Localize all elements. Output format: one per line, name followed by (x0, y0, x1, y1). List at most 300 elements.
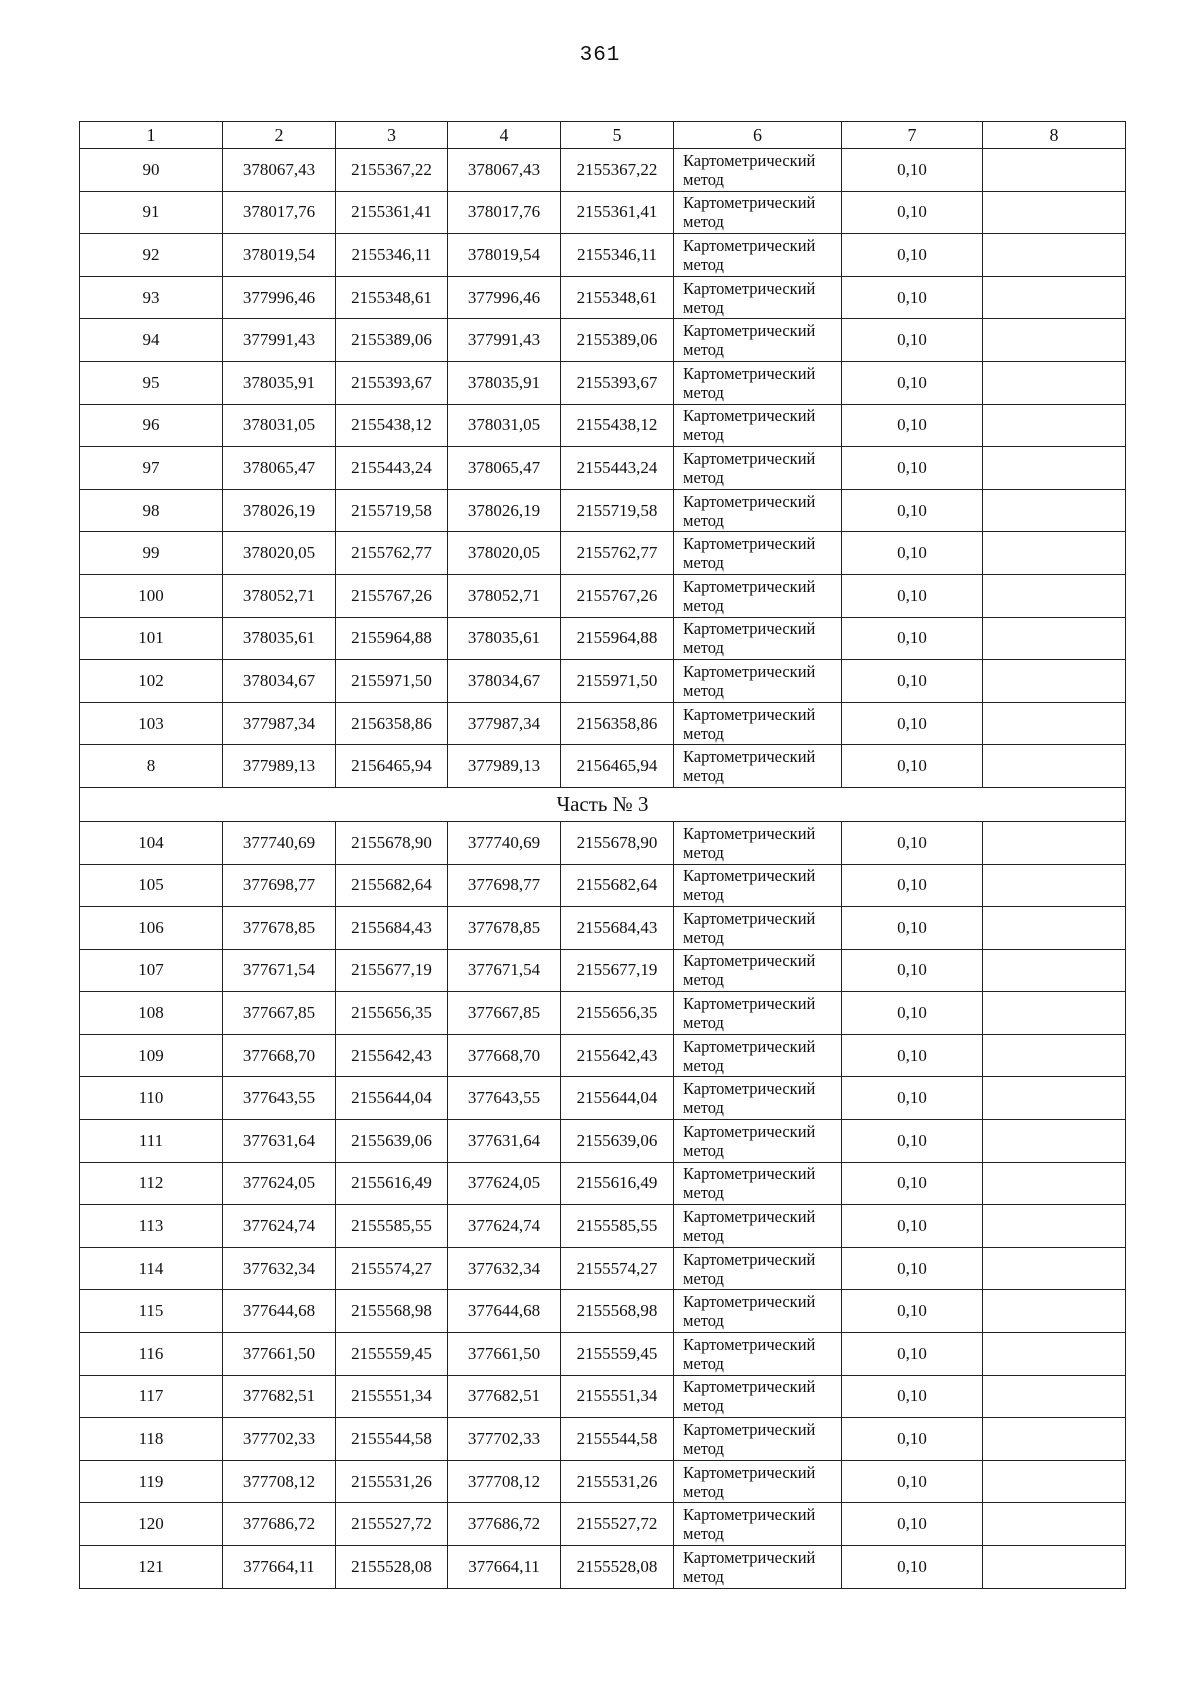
table-row (80, 1333, 1126, 1376)
method-cell (674, 1460, 842, 1503)
column-8-cell (983, 319, 1126, 362)
method-line-1: Картометрический (683, 1505, 816, 1525)
x-new-cell: 377686,72 (448, 1503, 561, 1546)
method-line-1: Картометрический (683, 1036, 816, 1056)
x-old-cell: 378031,05 (223, 404, 336, 447)
y-old-cell: 2155443,24 (336, 447, 448, 490)
method-line-2: метод (683, 1396, 724, 1416)
method-cell (674, 949, 842, 992)
method-line-2: метод (683, 510, 724, 530)
table-row (80, 617, 1126, 660)
accuracy-cell: 0,10 (842, 574, 983, 617)
y-old-cell: 2155639,06 (336, 1120, 448, 1163)
method-line-1: Картометрический (683, 448, 816, 468)
column-8-cell (983, 1162, 1126, 1205)
method-line-2: метод (683, 1524, 724, 1544)
y-old-cell: 2156465,94 (336, 745, 448, 788)
header-cell: 3 (336, 122, 448, 149)
column-8-cell (983, 864, 1126, 907)
y-old-cell: 2155389,06 (336, 319, 448, 362)
method-line-1: Картометрический (683, 1207, 816, 1227)
method-line-1: Картометрический (683, 1292, 816, 1312)
accuracy-cell: 0,10 (842, 1333, 983, 1376)
column-8-cell (983, 617, 1126, 660)
point-number-cell: 8 (80, 745, 223, 788)
x-new-cell: 378019,54 (448, 234, 561, 277)
method-line-1: Картометрический (683, 278, 816, 298)
method-cell (674, 660, 842, 703)
table-row (80, 1546, 1126, 1589)
method-line-1: Картометрический (683, 534, 816, 554)
accuracy-cell: 0,10 (842, 864, 983, 907)
method-line-1: Картометрический (683, 363, 816, 383)
accuracy-cell: 0,10 (842, 1503, 983, 1546)
point-number-cell: 92 (80, 234, 223, 277)
x-new-cell: 377698,77 (448, 864, 561, 907)
method-cell (674, 234, 842, 277)
column-8-cell (983, 1077, 1126, 1120)
column-8-cell (983, 1460, 1126, 1503)
method-line-2: метод (683, 1055, 724, 1075)
x-new-cell: 378031,05 (448, 404, 561, 447)
point-number-cell: 102 (80, 660, 223, 703)
y-new-cell: 2155568,98 (561, 1290, 674, 1333)
y-new-cell: 2155678,90 (561, 821, 674, 864)
table-row (80, 821, 1126, 864)
x-old-cell: 378065,47 (223, 447, 336, 490)
y-new-cell: 2155616,49 (561, 1162, 674, 1205)
column-8-cell (983, 1333, 1126, 1376)
x-new-cell: 377678,85 (448, 907, 561, 950)
x-new-cell: 378052,71 (448, 574, 561, 617)
point-number-cell: 101 (80, 617, 223, 660)
table-row (80, 1077, 1126, 1120)
column-8-cell (983, 660, 1126, 703)
header-cell: 6 (674, 122, 842, 149)
point-number-cell: 106 (80, 907, 223, 950)
method-line-1: Картометрический (683, 866, 816, 886)
x-new-cell: 377682,51 (448, 1375, 561, 1418)
y-new-cell: 2155443,24 (561, 447, 674, 490)
column-8-cell (983, 532, 1126, 575)
method-line-1: Картометрический (683, 1164, 816, 1184)
header-cell: 1 (80, 122, 223, 149)
y-old-cell: 2155559,45 (336, 1333, 448, 1376)
column-8-cell (983, 1546, 1126, 1589)
x-new-cell: 377664,11 (448, 1546, 561, 1589)
method-cell (674, 864, 842, 907)
x-new-cell: 378017,76 (448, 191, 561, 234)
table-row (80, 1120, 1126, 1163)
accuracy-cell: 0,10 (842, 489, 983, 532)
accuracy-cell: 0,10 (842, 532, 983, 575)
x-old-cell: 378067,43 (223, 149, 336, 192)
x-old-cell: 377996,46 (223, 276, 336, 319)
x-new-cell: 377624,05 (448, 1162, 561, 1205)
x-old-cell: 377624,05 (223, 1162, 336, 1205)
point-number-cell: 115 (80, 1290, 223, 1333)
x-old-cell: 377632,34 (223, 1247, 336, 1290)
method-cell (674, 361, 842, 404)
table-row (80, 404, 1126, 447)
method-line-1: Картометрический (683, 193, 816, 213)
column-8-cell (983, 1205, 1126, 1248)
page-number: 361 (579, 44, 621, 67)
point-number-cell: 120 (80, 1503, 223, 1546)
y-new-cell: 2155644,04 (561, 1077, 674, 1120)
accuracy-cell: 0,10 (842, 361, 983, 404)
table-row (80, 1375, 1126, 1418)
point-number-cell: 109 (80, 1034, 223, 1077)
point-number-cell: 97 (80, 447, 223, 490)
method-line-2: метод (683, 680, 724, 700)
header-cell: 4 (448, 122, 561, 149)
y-new-cell: 2155762,77 (561, 532, 674, 575)
method-line-2: метод (683, 340, 724, 360)
x-new-cell: 378065,47 (448, 447, 561, 490)
method-line-2: метод (683, 1439, 724, 1459)
table-row (80, 276, 1126, 319)
x-old-cell: 377991,43 (223, 319, 336, 362)
method-line-2: метод (683, 382, 724, 402)
column-8-cell (983, 276, 1126, 319)
y-old-cell: 2155682,64 (336, 864, 448, 907)
method-cell (674, 447, 842, 490)
method-line-2: метод (683, 970, 724, 990)
accuracy-cell: 0,10 (842, 1077, 983, 1120)
column-8-cell (983, 1034, 1126, 1077)
section-title: Часть № 3 (80, 787, 1126, 821)
method-cell (674, 1418, 842, 1461)
method-line-2: метод (683, 638, 724, 658)
y-old-cell: 2155971,50 (336, 660, 448, 703)
y-old-cell: 2155644,04 (336, 1077, 448, 1120)
y-old-cell: 2155393,67 (336, 361, 448, 404)
accuracy-cell: 0,10 (842, 1034, 983, 1077)
x-new-cell: 377702,33 (448, 1418, 561, 1461)
y-old-cell: 2155964,88 (336, 617, 448, 660)
point-number-cell: 90 (80, 149, 223, 192)
x-new-cell: 377631,64 (448, 1120, 561, 1163)
column-8-cell (983, 1290, 1126, 1333)
method-line-2: метод (683, 169, 724, 189)
x-new-cell: 378067,43 (448, 149, 561, 192)
method-cell (674, 1333, 842, 1376)
y-old-cell: 2155367,22 (336, 149, 448, 192)
method-cell (674, 1290, 842, 1333)
y-new-cell: 2155393,67 (561, 361, 674, 404)
table-row (80, 149, 1126, 192)
point-number-cell: 114 (80, 1247, 223, 1290)
header-cell: 5 (561, 122, 674, 149)
y-new-cell: 2155677,19 (561, 949, 674, 992)
column-8-cell (983, 574, 1126, 617)
x-old-cell: 378017,76 (223, 191, 336, 234)
method-line-2: метод (683, 1566, 724, 1586)
x-old-cell: 377644,68 (223, 1290, 336, 1333)
column-8-cell (983, 992, 1126, 1035)
x-old-cell: 378034,67 (223, 660, 336, 703)
y-new-cell: 2155656,35 (561, 992, 674, 1035)
y-old-cell: 2155438,12 (336, 404, 448, 447)
method-cell (674, 149, 842, 192)
method-line-1: Картометрический (683, 1121, 816, 1141)
method-line-2: метод (683, 1183, 724, 1203)
y-old-cell: 2155528,08 (336, 1546, 448, 1589)
x-new-cell: 377668,70 (448, 1034, 561, 1077)
point-number-cell: 121 (80, 1546, 223, 1589)
point-number-cell: 108 (80, 992, 223, 1035)
x-new-cell: 378034,67 (448, 660, 561, 703)
column-8-cell (983, 821, 1126, 864)
table-row (80, 1503, 1126, 1546)
table-row (80, 1460, 1126, 1503)
method-cell (674, 992, 842, 1035)
accuracy-cell: 0,10 (842, 660, 983, 703)
point-number-cell: 111 (80, 1120, 223, 1163)
method-line-1: Картометрический (683, 908, 816, 928)
y-old-cell: 2155656,35 (336, 992, 448, 1035)
x-old-cell: 377624,74 (223, 1205, 336, 1248)
x-old-cell: 378019,54 (223, 234, 336, 277)
method-line-2: метод (683, 1013, 724, 1033)
y-new-cell: 2155551,34 (561, 1375, 674, 1418)
table-body (80, 149, 1126, 1589)
x-new-cell: 377632,34 (448, 1247, 561, 1290)
point-number-cell: 96 (80, 404, 223, 447)
method-line-2: метод (683, 1353, 724, 1373)
y-new-cell: 2155559,45 (561, 1333, 674, 1376)
table-row (80, 1162, 1126, 1205)
y-new-cell: 2155527,72 (561, 1503, 674, 1546)
accuracy-cell: 0,10 (842, 276, 983, 319)
y-old-cell: 2155346,11 (336, 234, 448, 277)
column-8-cell (983, 1503, 1126, 1546)
point-number-cell: 110 (80, 1077, 223, 1120)
x-old-cell: 377671,54 (223, 949, 336, 992)
accuracy-cell: 0,10 (842, 745, 983, 788)
y-old-cell: 2155568,98 (336, 1290, 448, 1333)
y-new-cell: 2155642,43 (561, 1034, 674, 1077)
table-row (80, 1034, 1126, 1077)
method-cell (674, 1503, 842, 1546)
x-old-cell: 377740,69 (223, 821, 336, 864)
x-old-cell: 378020,05 (223, 532, 336, 575)
method-line-2: метод (683, 467, 724, 487)
method-line-2: метод (683, 766, 724, 786)
table-row (80, 489, 1126, 532)
accuracy-cell: 0,10 (842, 1375, 983, 1418)
method-line-1: Картометрический (683, 661, 816, 681)
method-line-1: Картометрический (683, 1420, 816, 1440)
table-row (80, 864, 1126, 907)
x-new-cell: 377624,74 (448, 1205, 561, 1248)
point-number-cell: 103 (80, 702, 223, 745)
method-cell (674, 532, 842, 575)
x-old-cell: 377668,70 (223, 1034, 336, 1077)
accuracy-cell: 0,10 (842, 1460, 983, 1503)
method-line-1: Картометрический (683, 823, 816, 843)
column-8-cell (983, 1120, 1126, 1163)
accuracy-cell: 0,10 (842, 1290, 983, 1333)
method-line-2: метод (683, 1140, 724, 1160)
point-number-cell: 104 (80, 821, 223, 864)
point-number-cell: 107 (80, 949, 223, 992)
accuracy-cell: 0,10 (842, 702, 983, 745)
accuracy-cell: 0,10 (842, 617, 983, 660)
column-8-cell (983, 149, 1126, 192)
y-new-cell: 2155544,58 (561, 1418, 674, 1461)
y-new-cell: 2155528,08 (561, 1546, 674, 1589)
method-line-2: метод (683, 842, 724, 862)
table-row (80, 907, 1126, 950)
method-line-1: Картометрический (683, 491, 816, 511)
method-line-2: метод (683, 885, 724, 905)
y-old-cell: 2155585,55 (336, 1205, 448, 1248)
point-number-cell: 99 (80, 532, 223, 575)
table-row (80, 1205, 1126, 1248)
x-old-cell: 378052,71 (223, 574, 336, 617)
method-line-2: метод (683, 553, 724, 573)
point-number-cell: 116 (80, 1333, 223, 1376)
y-new-cell: 2155964,88 (561, 617, 674, 660)
accuracy-cell: 0,10 (842, 907, 983, 950)
x-old-cell: 377667,85 (223, 992, 336, 1035)
accuracy-cell: 0,10 (842, 1205, 983, 1248)
y-new-cell: 2155531,26 (561, 1460, 674, 1503)
header-row (80, 122, 1126, 149)
y-old-cell: 2155678,90 (336, 821, 448, 864)
table-row (80, 949, 1126, 992)
x-old-cell: 377661,50 (223, 1333, 336, 1376)
y-new-cell: 2155639,06 (561, 1120, 674, 1163)
method-cell (674, 1120, 842, 1163)
table-row (80, 532, 1126, 575)
x-old-cell: 377702,33 (223, 1418, 336, 1461)
accuracy-cell: 0,10 (842, 1418, 983, 1461)
x-old-cell: 377682,51 (223, 1375, 336, 1418)
method-line-2: метод (683, 927, 724, 947)
method-line-2: метод (683, 1481, 724, 1501)
method-line-2: метод (683, 212, 724, 232)
method-line-1: Картометрический (683, 951, 816, 971)
y-new-cell: 2155367,22 (561, 149, 674, 192)
table-row (80, 1290, 1126, 1333)
point-number-cell: 113 (80, 1205, 223, 1248)
table-row (80, 660, 1126, 703)
method-cell (674, 276, 842, 319)
method-line-1: Картометрический (683, 576, 816, 596)
point-number-cell: 93 (80, 276, 223, 319)
column-8-cell (983, 447, 1126, 490)
x-old-cell: 377987,34 (223, 702, 336, 745)
x-new-cell: 377708,12 (448, 1460, 561, 1503)
y-old-cell: 2155348,61 (336, 276, 448, 319)
point-number-cell: 105 (80, 864, 223, 907)
accuracy-cell: 0,10 (842, 149, 983, 192)
method-cell (674, 1247, 842, 1290)
x-old-cell: 377643,55 (223, 1077, 336, 1120)
y-new-cell: 2155719,58 (561, 489, 674, 532)
column-8-cell (983, 1375, 1126, 1418)
y-new-cell: 2156465,94 (561, 745, 674, 788)
x-new-cell: 377740,69 (448, 821, 561, 864)
x-new-cell: 377643,55 (448, 1077, 561, 1120)
point-number-cell: 91 (80, 191, 223, 234)
method-line-1: Картометрический (683, 704, 816, 724)
x-old-cell: 377698,77 (223, 864, 336, 907)
x-new-cell: 377989,13 (448, 745, 561, 788)
x-new-cell: 378035,61 (448, 617, 561, 660)
column-8-cell (983, 949, 1126, 992)
accuracy-cell: 0,10 (842, 1546, 983, 1589)
y-new-cell: 2155971,50 (561, 660, 674, 703)
column-8-cell (983, 404, 1126, 447)
method-cell (674, 1205, 842, 1248)
method-line-1: Картометрический (683, 1377, 816, 1397)
method-cell (674, 404, 842, 447)
x-new-cell: 377661,50 (448, 1333, 561, 1376)
column-8-cell (983, 234, 1126, 277)
x-new-cell: 377991,43 (448, 319, 561, 362)
x-old-cell: 377989,13 (223, 745, 336, 788)
x-old-cell: 377678,85 (223, 907, 336, 950)
point-number-cell: 118 (80, 1418, 223, 1461)
point-number-cell: 98 (80, 489, 223, 532)
x-old-cell: 378035,91 (223, 361, 336, 404)
method-line-2: метод (683, 723, 724, 743)
table-row (80, 191, 1126, 234)
method-line-1: Картометрический (683, 235, 816, 255)
method-cell (674, 1546, 842, 1589)
method-line-2: метод (683, 425, 724, 445)
method-line-2: метод (683, 595, 724, 615)
accuracy-cell: 0,10 (842, 949, 983, 992)
y-new-cell: 2155348,61 (561, 276, 674, 319)
x-old-cell: 377631,64 (223, 1120, 336, 1163)
y-old-cell: 2155531,26 (336, 1460, 448, 1503)
x-new-cell: 378026,19 (448, 489, 561, 532)
accuracy-cell: 0,10 (842, 447, 983, 490)
table-row (80, 447, 1126, 490)
method-cell (674, 821, 842, 864)
column-8-cell (983, 1418, 1126, 1461)
coordinates-table (79, 121, 1126, 1589)
column-8-cell (983, 702, 1126, 745)
point-number-cell: 119 (80, 1460, 223, 1503)
method-cell (674, 191, 842, 234)
y-old-cell: 2155762,77 (336, 532, 448, 575)
method-cell (674, 1162, 842, 1205)
method-cell (674, 907, 842, 950)
method-line-1: Картометрический (683, 150, 816, 170)
y-new-cell: 2155682,64 (561, 864, 674, 907)
method-line-2: метод (683, 297, 724, 317)
column-8-cell (983, 361, 1126, 404)
table-row (80, 702, 1126, 745)
method-line-2: метод (683, 254, 724, 274)
y-new-cell: 2155438,12 (561, 404, 674, 447)
x-new-cell: 377644,68 (448, 1290, 561, 1333)
y-old-cell: 2155616,49 (336, 1162, 448, 1205)
y-old-cell: 2155574,27 (336, 1247, 448, 1290)
table-row (80, 1247, 1126, 1290)
y-old-cell: 2155544,58 (336, 1418, 448, 1461)
point-number-cell: 95 (80, 361, 223, 404)
x-old-cell: 378035,61 (223, 617, 336, 660)
table-row (80, 745, 1126, 788)
y-old-cell: 2155677,19 (336, 949, 448, 992)
